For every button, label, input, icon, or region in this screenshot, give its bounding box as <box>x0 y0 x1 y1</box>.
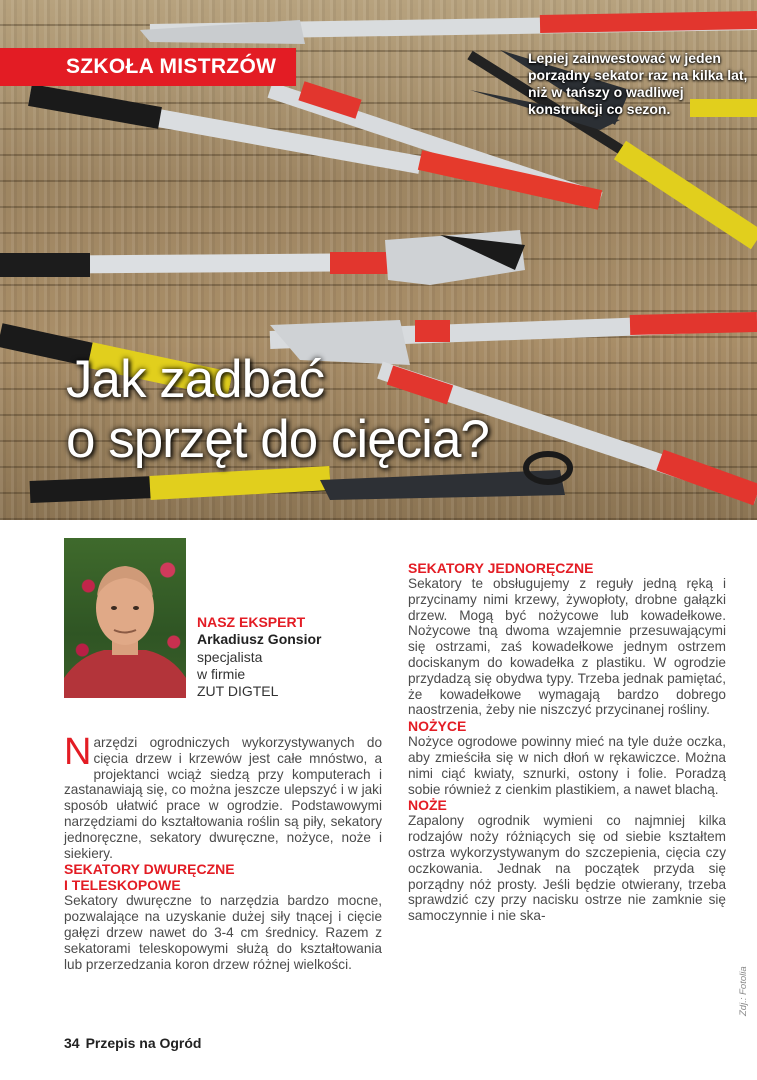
intro-paragraph <box>64 731 382 861</box>
photo-credit: Zdj.: Fotolia <box>738 966 749 1016</box>
section-tag: SZKOŁA MISTRZÓW <box>0 48 296 86</box>
heading-knives: NOŻE <box>408 797 447 814</box>
heading-shears: NOŻYCE <box>408 718 467 735</box>
title-line-1: Jak zadbać <box>66 350 325 409</box>
page-footer <box>64 1035 202 1051</box>
heading-two-handed-line-1: SEKATORY DWURĘCZNE <box>64 861 235 878</box>
lopper-top <box>140 20 757 44</box>
expert-portrait <box>64 538 186 698</box>
knives-body: Zapalony ogrodnik wymieni co najmniej kilka rodzajów noży różniących się od siebie kształtem ostrza wykorzystywanym do szczepienia, cięcia czy oczkowania. Jednak na początek przyda się porządny nóż prosty. Jeśli będzie otwierany, trzeba sprawdzić czy przy nacisku ostrze nie zamknie się samoczynnie i nie ska- <box>408 813 726 924</box>
expert-role-line-1: specjalista <box>197 649 263 665</box>
expert-role-line-2: w firmie <box>197 666 246 682</box>
expert-photo <box>64 538 186 698</box>
expert-label: NASZ EKSPERT <box>197 614 306 630</box>
article-title <box>66 350 489 470</box>
photo-caption: Lepiej zainwestować w jeden porządny sekator raz na kilka lat, niż w tańszy o wadliwej konstrukcji co sezon. <box>528 50 748 117</box>
right-column <box>408 560 726 924</box>
heading-one-handed: SEKATORY JEDNORĘCZNE <box>408 560 594 576</box>
title-line-2: o sprzęt do cięcia? <box>66 410 489 469</box>
drop-cap: N <box>64 731 92 773</box>
intro-text: arzędzi ogrodniczych wykorzystywanych do cięcia drzew i krzewów jest całe mnóstwo, a projektanci wciąż siedzą przy komputerach i zastanawiają się, co można jeszcze ulepszyć i w jaki sposób ułatwić prace w ogrodzie. Podstawowymi narzędziami do kształtowania roślin są piły, sekatory jednoręczne, sekatory dwuręczne, nożyce, noże i siekiery. <box>64 735 382 861</box>
expert-company: ZUT DIGTEL <box>197 683 279 699</box>
heading-two-handed-line-2: I TELESKOPOWE <box>64 877 181 894</box>
hero-photo <box>0 0 757 520</box>
shears-body: Nożyce ogrodowe powinny mieć na tyle duże oczka, aby zmieściła się w nich dłoń w rękawiczce. Można nimi ciąć kwiaty, sznurki, ostony i folie. Poradzą sobie również z cienkim plastikiem, a nawet blachą. <box>408 734 726 797</box>
page-number: 34 <box>64 1035 80 1051</box>
magazine-name: Przepis na Ogród <box>85 1035 202 1051</box>
two-handed-body: Sekatory dwuręczne to narzędzia bardzo mocne, pozwalające na uzyskanie dużej siły tnącej i cięcie gałęzi drzew nawet do 3-4 cm średnicy. Razem z sekatorami teleskopowymi służą do kształtowania lub przerzedzania koron drzew różnej wielkości. <box>64 893 382 972</box>
left-column <box>64 731 382 972</box>
lopper-third <box>0 230 525 285</box>
one-handed-body: Sekatory te obsługujemy z reguły jedną ręką i przycinamy nimi krzewy, żywopłoty, drobne gałązki drzew. Mogą być nożycowe lub kowadełkowe. Nożycowe tną dwoma wzajemnie przesuwającymi się ostrzami, zaś kowadełkowe jednym ostrzem dociskanym do kowadełka z plastiku. W ogrodzie przydadzą się obydwa typy. Trzeba jednak pamiętać, że kowadełkowe wymagają bardzo dobrego naostrzenia, żeby nie niszczyć przycinanej rośliny. <box>408 576 726 718</box>
expert-name: Arkadiusz Gonsior <box>197 631 322 647</box>
